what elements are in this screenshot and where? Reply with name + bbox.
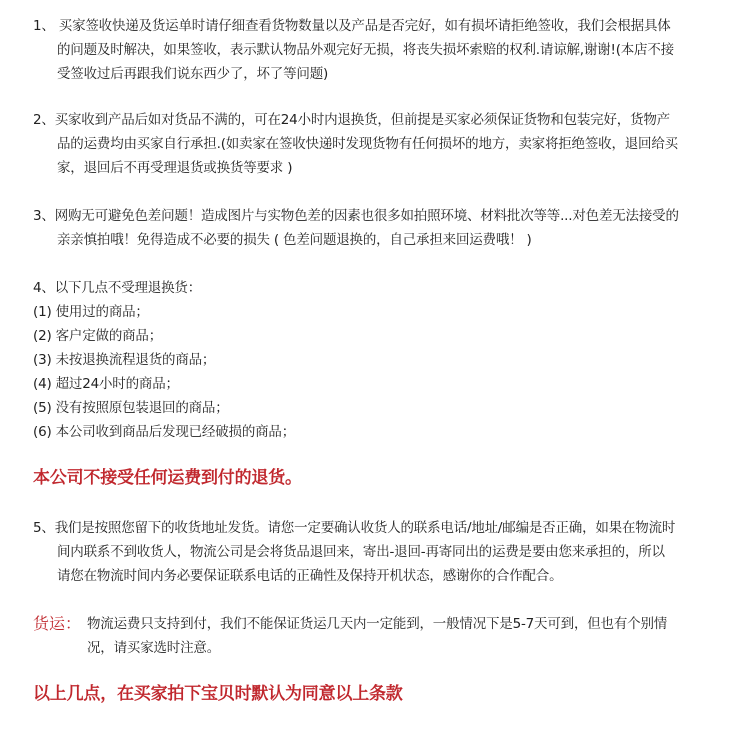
text-line: 受签收过后再跟我们说东西少了，坏了等问题) — [57, 66, 329, 82]
list-title: 4、以下几点不受理退换货： — [33, 280, 201, 296]
list-item: (6) 本公司收到商品后发现已经破损的商品； — [33, 424, 296, 440]
text-line: 间内联系不到收货人，物流公司是会将货品退回来，寄出-退回-再寄同出的运费是要由您来承担的，所以 — [57, 544, 665, 560]
text-line: 家，退回后不再受理退货或换货等要求 ) — [57, 160, 293, 176]
list-item: (1) 使用过的商品； — [33, 304, 149, 320]
list-item: (4) 超过24小时的商品； — [33, 376, 179, 392]
list-item: (3) 未按退换流程退货的商品； — [33, 352, 216, 368]
text-line: 3、网购无可避免色差问题！造成图片与实物色差的因素也很多如拍照环境、材料批次等等...对色差无法接受的 — [33, 208, 679, 224]
text-line: 5、我们是按照您留下的收货地址发货。请您一定要确认收货人的联系电话/地址/邮编是否正确，如果在物流时 — [33, 520, 676, 536]
text-line: 品的运费均由买家自行承担.(如卖家在签收快递时发现货物有任何损坏的地方，卖家将拒绝签收，退回给买 — [57, 136, 678, 152]
agreement-notice: 以上几点，在买家拍下宝贝时默认为同意以上条款 — [33, 684, 403, 704]
list-item: (2) 客户定做的商品； — [33, 328, 163, 344]
text-line: 1、 买家签收快递及货运单时请仔细查看货物数量以及产品是否完好，如有损坏请拒绝签收，我们会根据具体 — [33, 18, 671, 34]
list-item: (5) 没有按照原包装退回的商品； — [33, 400, 229, 416]
text-line: 请您在物流时间内务必要保证联系电话的正确性及保持开机状态，感谢你的合作配合。 — [57, 568, 563, 584]
text-line: 亲亲慎拍哦！免得造成不必要的损失 ( 色差问题退换的，自己承担来回运费哦！ ) — [57, 232, 532, 248]
text-line: 的问题及时解决，如果签收，表示默认物品外观完好无损，将丧失损坏索赔的权利.请谅解,谢谢!(本店不接 — [57, 42, 674, 58]
text-line: 物流运费只支持到付，我们不能保证货运几天内一定能到，一般情况下是5-7天可到，但也有个别情 — [87, 616, 668, 632]
shipping-label: 货运： — [33, 614, 82, 633]
text-line: 2、买家收到产品后如对货品不满的，可在24小时内退换货，但前提是买家必须保证货物和包装完好，货物产 — [33, 112, 670, 128]
no-cod-notice: 本公司不接受任何运费到付的退货。 — [33, 468, 302, 488]
text-line: 况，请买家选时注意。 — [87, 640, 220, 656]
